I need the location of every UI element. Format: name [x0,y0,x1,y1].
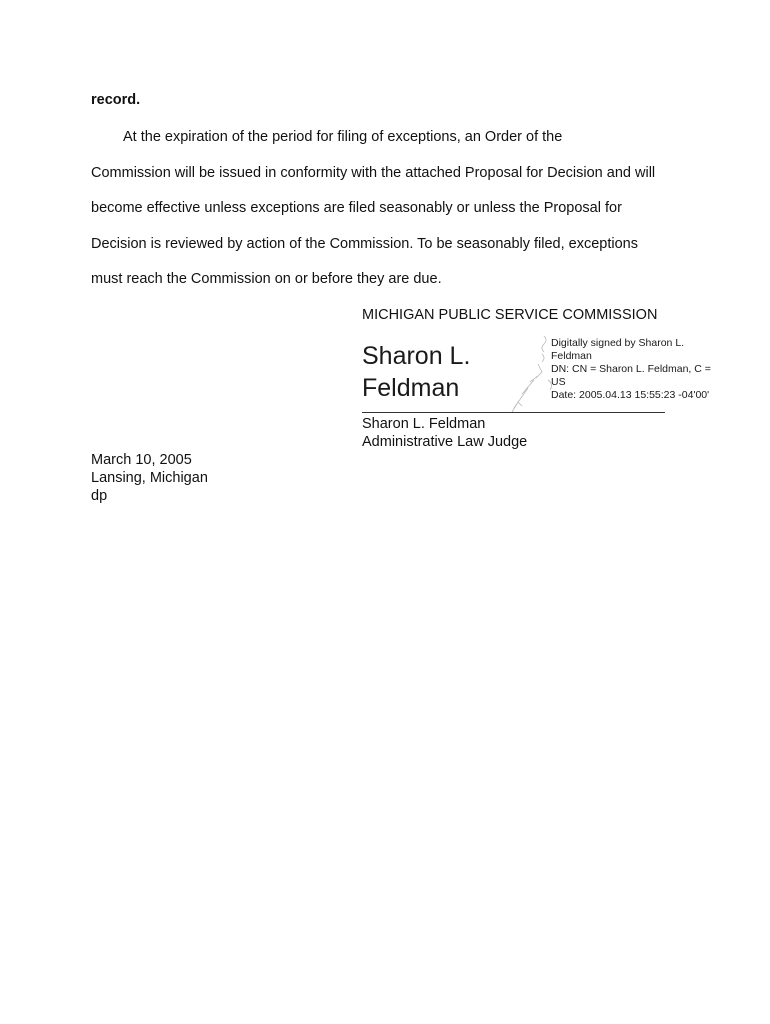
digital-signature-details [551,337,711,402]
commission-name: MICHIGAN PUBLIC SERVICE COMMISSION [362,307,658,323]
signer-block [362,415,527,451]
signer-name: Sharon L. Feldman [362,416,486,432]
signature-detail-line-5: Date: 2005.04.13 15:55:23 -04'00' [551,389,710,401]
paragraph-line-2: Commission will be issued in conformity with the attached Proposal for Decision and will [91,165,656,181]
signature-detail-line-3: DN: CN = Sharon L. Feldman, C = [551,363,711,375]
signature-detail-line-4: US [551,376,566,388]
signer-title: Administrative Law Judge [362,434,528,450]
signature-name-line-2: Feldman [362,374,460,402]
paragraph-line-1: At the expiration of the period for filing of exceptions, an Order of the [123,129,563,145]
paragraph-line-4: Decision is reviewed by action of the Commission. To be seasonably filed, exceptions [91,236,638,252]
signature-name-line-1: Sharon L. [362,342,471,370]
digital-signature-check-mark-icon [508,332,556,414]
record-heading: record. [91,92,141,108]
signature-rule [362,412,665,413]
footer-location: Lansing, Michigan [91,470,208,486]
signature-detail-line-2: Feldman [551,350,592,362]
paragraph-line-5: must reach the Commission on or before they are due. [91,271,442,287]
signature-detail-line-1: Digitally signed by Sharon L. [551,337,685,349]
footer-date: March 10, 2005 [91,452,192,468]
digital-signature-name [362,340,470,404]
footer-initials: dp [91,488,108,504]
paragraph-line-3: become effective unless exceptions are filed seasonably or unless the Proposal for [91,200,622,216]
footer-block [91,451,208,505]
